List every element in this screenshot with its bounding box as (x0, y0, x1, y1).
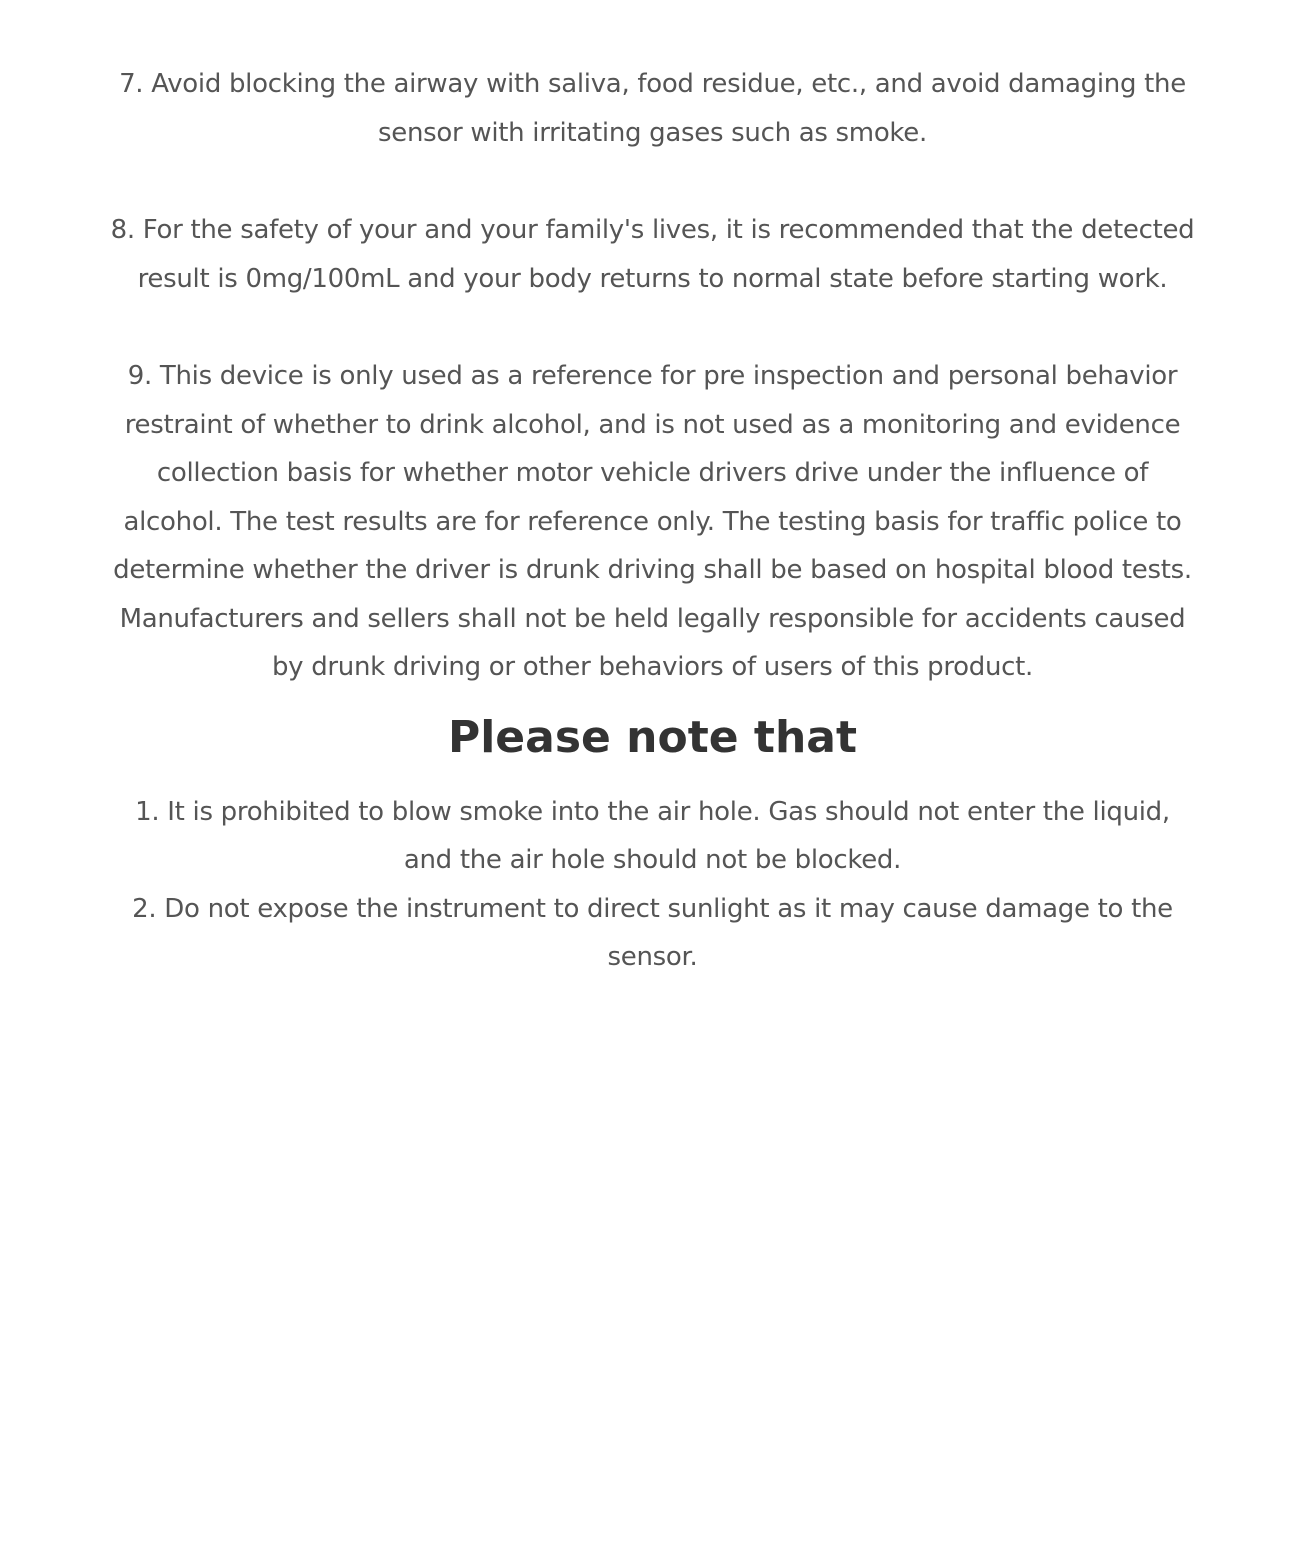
document-body (110, 60, 1195, 982)
paragraph-spacer (110, 157, 1195, 206)
instruction-item-8: 8. For the safety of your and your family's lives, it is recommended that the detected result is 0mg/100mL and your body returns to normal state before starting work. (110, 215, 1195, 294)
paragraph-spacer (110, 303, 1195, 352)
note-item-1: 1. It is prohibited to blow smoke into the air hole. Gas should not enter the liquid, and the air hole should not be blocked. (135, 796, 1170, 875)
instruction-item-7: 7. Avoid blocking the airway with saliva, food residue, etc., and avoid damaging the sensor with irritating gases such as smoke. (119, 69, 1186, 148)
note-item-2: 2. Do not expose the instrument to direct sunlight as it may cause damage to the sensor. (132, 893, 1173, 972)
instruction-item-9: 9. This device is only used as a reference for pre inspection and personal behavior restraint of whether to drink alcohol, and is not used as a monitoring and evidence collection basis for whether motor vehicle drivers drive under the influence of alcohol. The test results are for reference only. The testing basis for traffic police to determine whether the driver is drunk driving shall be based on hospital blood tests. Manufacturers and sellers shall not be held legally responsible for accidents caused by drunk driving or other behaviors of users of this product. (113, 361, 1192, 682)
notes-heading: Please note that (447, 711, 858, 763)
